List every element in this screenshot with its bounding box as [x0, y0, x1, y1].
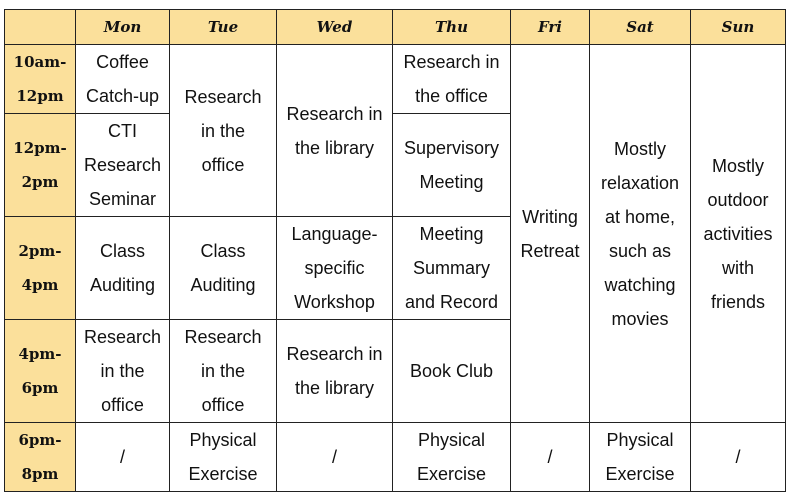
cell-wed-10am: Research in the library: [277, 45, 393, 217]
cell-tue-2pm: Class Auditing: [170, 217, 277, 320]
cell-tue-4pm: Research in the office: [170, 320, 277, 423]
cell-tue-10am: Research in the office: [170, 45, 277, 217]
cell-thu-10am: Research in the office: [393, 45, 511, 114]
cell-wed-4pm: Research in the library: [277, 320, 393, 423]
cell-thu-6pm: Physical Exercise: [393, 423, 511, 492]
cell-fri-writing-retreat: Writing Retreat: [511, 45, 590, 423]
cell-wed-2pm: Language- specific Workshop: [277, 217, 393, 320]
day-header-sat: Sat: [590, 10, 691, 45]
time-row-10am: [5, 45, 786, 114]
cell-sun-6pm: /: [691, 423, 786, 492]
time-label-2pm: 2pm- 4pm: [5, 217, 76, 320]
cell-mon-6pm: /: [76, 423, 170, 492]
cell-mon-2pm: Class Auditing: [76, 217, 170, 320]
cell-thu-2pm: Meeting Summary and Record: [393, 217, 511, 320]
time-label-10am: 10am- 12pm: [5, 45, 76, 114]
time-row-6pm: [5, 423, 786, 492]
day-header-tue: Tue: [170, 10, 277, 45]
time-label-6pm: 6pm- 8pm: [5, 423, 76, 492]
day-header-mon: Mon: [76, 10, 170, 45]
day-header-thu: Thu: [393, 10, 511, 45]
cell-tue-6pm: Physical Exercise: [170, 423, 277, 492]
day-header-sun: Sun: [691, 10, 786, 45]
cell-sun-outdoor: Mostly outdoor activities with friends: [691, 45, 786, 423]
header-row: [5, 10, 786, 45]
time-label-4pm: 4pm- 6pm: [5, 320, 76, 423]
cell-sat-6pm: Physical Exercise: [590, 423, 691, 492]
cell-fri-6pm: /: [511, 423, 590, 492]
cell-thu-4pm: Book Club: [393, 320, 511, 423]
cell-mon-12pm: CTI Research Seminar: [76, 114, 170, 217]
cell-mon-4pm: Research in the office: [76, 320, 170, 423]
time-label-12pm: 12pm- 2pm: [5, 114, 76, 217]
cell-thu-12pm: Supervisory Meeting: [393, 114, 511, 217]
day-header-fri: Fri: [511, 10, 590, 45]
cell-mon-10am: Coffee Catch-up: [76, 45, 170, 114]
cell-sat-relaxation: Mostly relaxation at home, such as watching movies: [590, 45, 691, 423]
weekly-schedule-table: [4, 9, 786, 492]
cell-wed-6pm: /: [277, 423, 393, 492]
corner-cell: [5, 10, 76, 45]
day-header-wed: Wed: [277, 10, 393, 45]
